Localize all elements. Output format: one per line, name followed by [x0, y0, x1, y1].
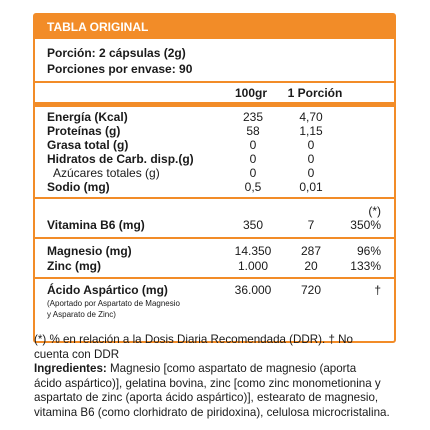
nutrient-daily-value: 133%: [350, 259, 381, 273]
nutrient-name: Azúcares totales (g): [53, 166, 160, 180]
nutrient-value-serving: 0: [307, 138, 315, 152]
nutrient-value-100g: 0: [249, 166, 257, 180]
servings-per-container: Porciones por envase: 90: [47, 62, 193, 76]
nutrient-value-100g: 0: [249, 138, 257, 152]
footnote-line: (*) % en relación a la Dosis Diaria Recomendada (DDR). † No: [34, 333, 353, 346]
divider: [35, 277, 394, 279]
nutrient-row: [35, 138, 394, 152]
aspartic-note: (Aportado por Aspartato de Magnesio: [47, 299, 180, 308]
panel-title: TABLA ORIGINAL: [35, 15, 394, 39]
nutrient-value-serving: 4,70: [299, 110, 323, 124]
nutrient-value-100g: 58: [246, 124, 260, 138]
ingredients: [34, 362, 396, 420]
nutrient-value-100g: 350: [242, 218, 264, 232]
nutrient-value-serving: 1,15: [299, 124, 323, 138]
footnote: [34, 333, 396, 362]
nutrient-value-100g: 0,5: [244, 180, 262, 194]
nutrient-name: Vitamina B6 (mg): [47, 218, 145, 232]
divider: [35, 197, 394, 199]
nutrient-value-serving: 0,01: [299, 180, 323, 194]
aspartic-row: [35, 283, 394, 297]
nutrient-row: [35, 180, 394, 194]
nutrient-name: Ácido Aspártico (mg): [47, 283, 168, 297]
nutrition-facts-panel: [33, 13, 396, 343]
dv-note-mark-row: [35, 204, 394, 218]
mineral-row: [35, 259, 394, 273]
column-header-100g: 100gr: [234, 86, 268, 100]
nutrient-value-100g: 14.350: [234, 244, 272, 258]
nutrient-row: [35, 152, 394, 166]
nutrient-value-serving: 0: [307, 152, 315, 166]
nutrient-row: [35, 166, 394, 180]
ingredients-line: ácido aspártico)], gelatina bovina, zinc [como zinc monometionina y: [34, 376, 381, 390]
nutrient-name: Grasa total (g): [47, 138, 129, 152]
nutrient-name: Magnesio (mg): [47, 244, 132, 258]
column-header-row: [35, 86, 394, 100]
mineral-row: [35, 244, 394, 258]
ingredients-line: [34, 362, 396, 377]
nutrient-name: Zinc (mg): [47, 259, 101, 273]
ingredients-label: Ingredientes:: [34, 362, 107, 375]
dv-note-mark: (*): [368, 204, 381, 218]
ingredients-text: Magnesio [como aspartato de magnesio (aporta: [106, 362, 357, 375]
nutrient-daily-value: †: [374, 283, 381, 297]
serving-size: Porción: 2 cápsulas (2g): [47, 46, 186, 60]
aspartic-note: y Asparato de Zinc): [47, 310, 116, 319]
nutrient-value-serving: 0: [307, 166, 315, 180]
vitamin-row: [35, 218, 394, 232]
nutrient-name: Hidratos de Carb. disp.(g): [47, 152, 194, 166]
column-header-serving: 1 Porción: [287, 86, 343, 100]
divider: [35, 237, 394, 239]
nutrient-value-100g: 1.000: [237, 259, 269, 273]
ingredients-line: aspartato de zinc (aporta ácido aspártico)], estearato de magnesio,: [34, 391, 379, 405]
nutrient-row: [35, 110, 394, 124]
nutrient-name: Sodio (mg): [47, 180, 110, 194]
nutrient-value-serving: 720: [300, 283, 322, 297]
nutrient-value-serving: 20: [304, 259, 318, 273]
nutrient-daily-value: 350%: [350, 218, 381, 232]
nutrient-name: Proteínas (g): [47, 124, 121, 138]
nutrient-row: [35, 124, 394, 138]
nutrient-value-serving: 7: [307, 218, 315, 232]
ingredients-line: vitamina B6 (como clorhidrato de piridoxina), celulosa microcristalina.: [34, 405, 390, 419]
divider-thick: [35, 102, 394, 107]
footnote-line: cuenta con DDR: [34, 347, 120, 361]
nutrient-value-100g: 0: [249, 152, 257, 166]
nutrient-value-100g: 235: [242, 110, 264, 124]
nutrient-value-100g: 36.000: [234, 283, 272, 297]
divider: [35, 81, 394, 83]
nutrient-daily-value: 96%: [356, 244, 381, 258]
nutrient-name: Energía (Kcal): [47, 110, 128, 124]
nutrient-value-serving: 287: [300, 244, 322, 258]
